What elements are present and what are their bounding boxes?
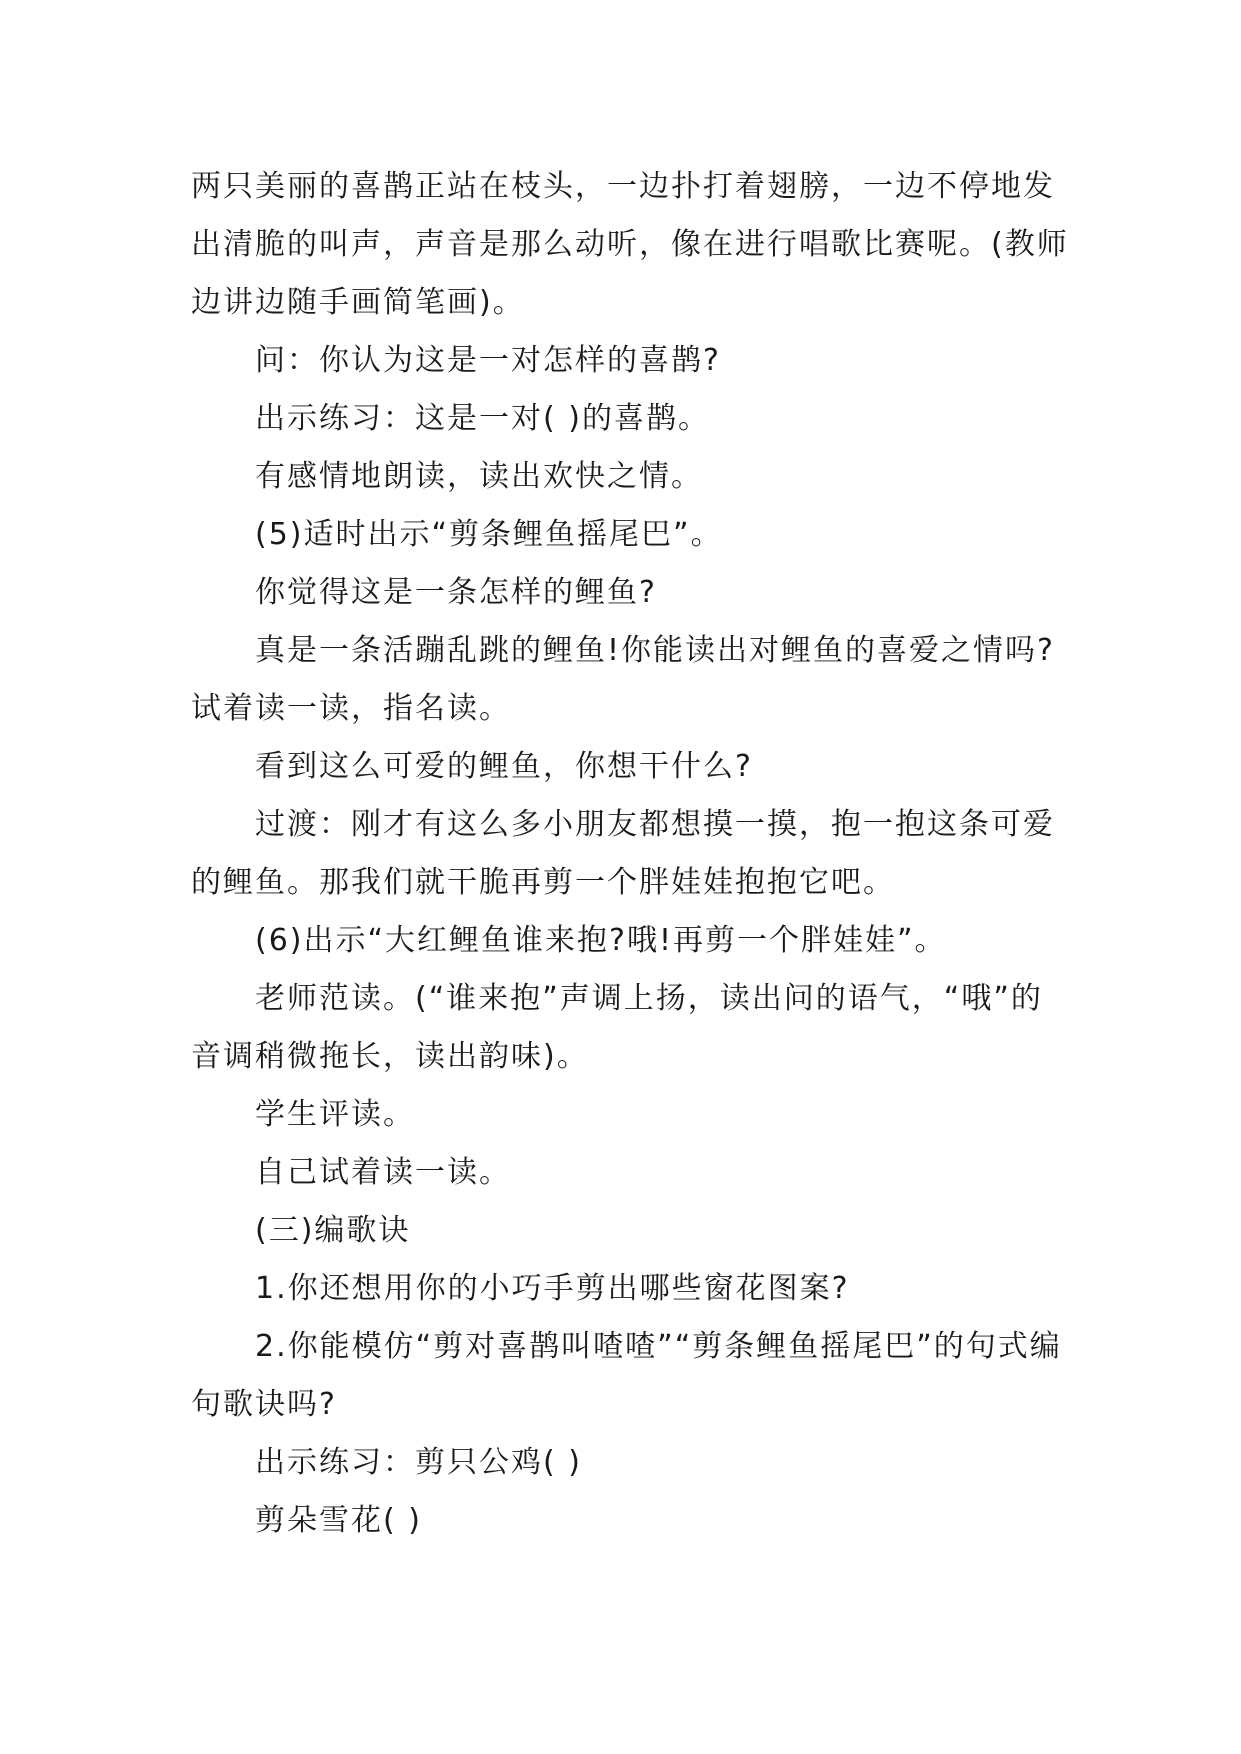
- paragraph: 出示练习：剪只公鸡( ): [255, 1445, 582, 1480]
- paragraph: 问：你认为这是一对怎样的喜鹊?: [255, 343, 721, 378]
- paragraph: (6)出示“大红鲤鱼谁来抱?哦!再剪一个胖娃娃”。: [255, 923, 947, 958]
- paragraph: (5)适时出示“剪条鲤鱼摇尾巴”。: [255, 517, 723, 552]
- paragraph: 两只美丽的喜鹊正站在枝头，一边扑打着翅膀，一边不停地发出清脆的叫声，声音是那么动听，像在进行唱歌比赛呢。(教师边讲边随手画简笔画)。: [191, 169, 1069, 320]
- paragraph: 剪朵雪花( ): [255, 1503, 422, 1538]
- paragraph: 老师范读。(“谁来抱”声调上扬，读出问的语气，“哦”的音调稍微拖长，读出韵味)。: [191, 981, 1043, 1074]
- paragraph: 真是一条活蹦乱跳的鲤鱼!你能读出对鲤鱼的喜爱之情吗?试着读一读，指名读。: [191, 633, 1055, 726]
- paragraph: 过渡：刚才有这么多小朋友都想摸一摸，抱一抱这条可爱的鲤鱼。那我们就干脆再剪一个胖娃娃抱抱它吧。: [191, 807, 1055, 900]
- document-body: [191, 158, 1071, 1550]
- paragraph: 你觉得这是一条怎样的鲤鱼?: [255, 575, 657, 610]
- paragraph: 出示练习：这是一对( )的喜鹊。: [255, 401, 710, 436]
- paragraph: 有感情地朗读，读出欢快之情。: [255, 459, 703, 494]
- paragraph: 学生评读。: [255, 1097, 415, 1132]
- paragraph: 1.你还想用你的小巧手剪出哪些窗花图案?: [255, 1271, 850, 1306]
- paragraph: 看到这么可爱的鲤鱼，你想干什么?: [255, 749, 753, 784]
- paragraph: 自己试着读一读。: [255, 1155, 511, 1190]
- paragraph: 2.你能模仿“剪对喜鹊叫喳喳”“剪条鲤鱼摇尾巴”的句式编句歌诀吗?: [191, 1329, 1062, 1422]
- paragraph: (三)编歌诀: [255, 1213, 411, 1248]
